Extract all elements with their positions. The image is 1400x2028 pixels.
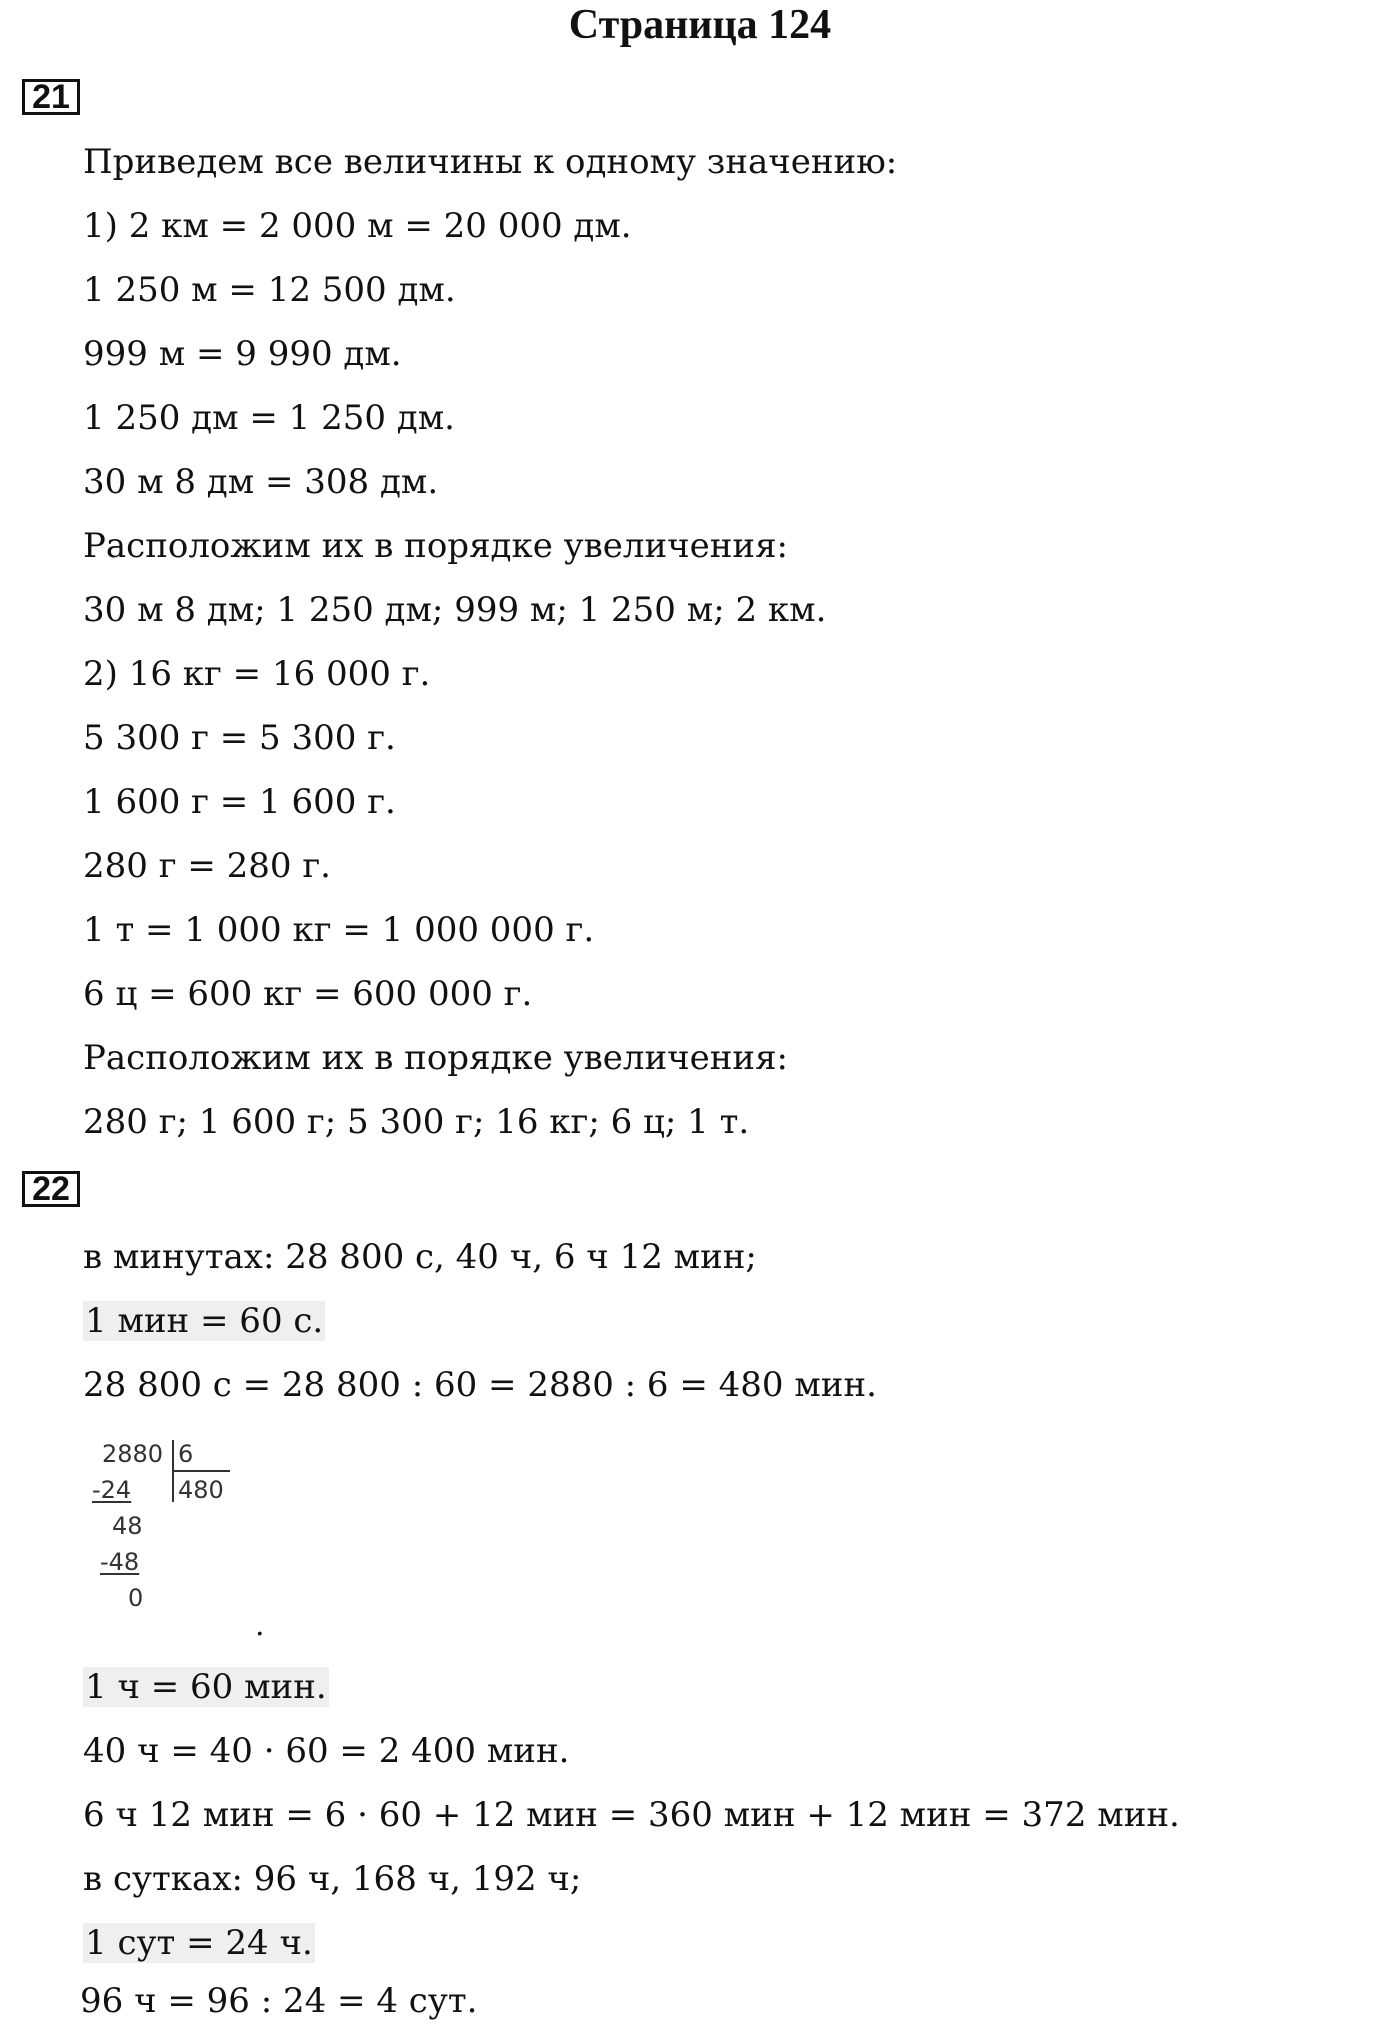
task-21-line-14: 6 ц = 600 кг = 600 000 г. [83,974,533,1014]
task-21-line-1: Приведем все величины к одному значению: [83,142,898,182]
task-21-line-8: 30 м 8 дм; 1 250 дм; 999 м; 1 250 м; 2 км. [83,590,827,630]
task-21-line-15: Расположим их в порядке увеличения: [83,1038,788,1078]
long-division [90,1438,240,1623]
task-22-line-5: 40 ч = 40 · 60 = 2 400 мин. [83,1731,570,1771]
highlighted-fact: 1 сут = 24 ч. [85,1923,313,1963]
highlighted-fact: 1 мин = 60 с. [85,1301,324,1341]
task-21-line-4: 999 м = 9 990 дм. [83,334,402,374]
division-divisor: 6 [178,1440,194,1468]
task-22-line-6: 6 ч 12 мин = 6 · 60 + 12 мин = 360 мин + 12 мин = 372 мин. [83,1795,1180,1835]
task-21-line-3: 1 250 м = 12 500 дм. [83,270,456,310]
division-remainder-2: 0 [128,1584,144,1612]
task-number-22: 22 [22,1171,80,1207]
task-21-line-12: 280 г = 280 г. [83,846,331,886]
task-22-line-4 [83,1662,329,1712]
division-dividend: 2880 [102,1440,164,1468]
task-21-line-7: Расположим их в порядке увеличения: [83,526,788,566]
task-21-line-6: 30 м 8 дм = 308 дм. [83,462,439,502]
task-21-line-13: 1 т = 1 000 кг = 1 000 000 г. [83,910,595,950]
task-21-line-5: 1 250 дм = 1 250 дм. [83,398,455,438]
highlighted-fact: 1 ч = 60 мин. [85,1667,327,1707]
division-horizontal-line [174,1470,230,1472]
task-22-line-3: 28 800 с = 28 800 : 60 = 2880 : 6 = 480 мин. [83,1365,877,1405]
task-21-line-10: 5 300 г = 5 300 г. [83,718,396,758]
division-step-2: -48 [100,1548,140,1576]
division-remainder-1: 48 [112,1512,143,1540]
task-21-line-2: 1) 2 км = 2 000 м = 20 000 дм. [83,206,632,246]
task-22-line-1: в минутах: 28 800 с, 40 ч, 6 ч 12 мин; [83,1237,757,1277]
division-trailing-dot: . [255,1608,265,1643]
division-step-1: -24 [92,1476,132,1504]
task-number-21: 21 [22,79,80,115]
task-22-line-9: 96 ч = 96 : 24 = 4 сут. [80,1981,478,2021]
division-quotient: 480 [178,1476,224,1504]
task-22-line-8 [83,1918,315,1968]
task-21-line-11: 1 600 г = 1 600 г. [83,782,396,822]
task-21-line-16: 280 г; 1 600 г; 5 300 г; 16 кг; 6 ц; 1 т. [83,1102,750,1142]
page-title: Страница 124 [568,2,832,48]
task-22-line-7: в сутках: 96 ч, 168 ч, 192 ч; [83,1859,582,1899]
task-21-line-9: 2) 16 кг = 16 000 г. [83,654,431,694]
task-22-line-2 [83,1296,325,1346]
